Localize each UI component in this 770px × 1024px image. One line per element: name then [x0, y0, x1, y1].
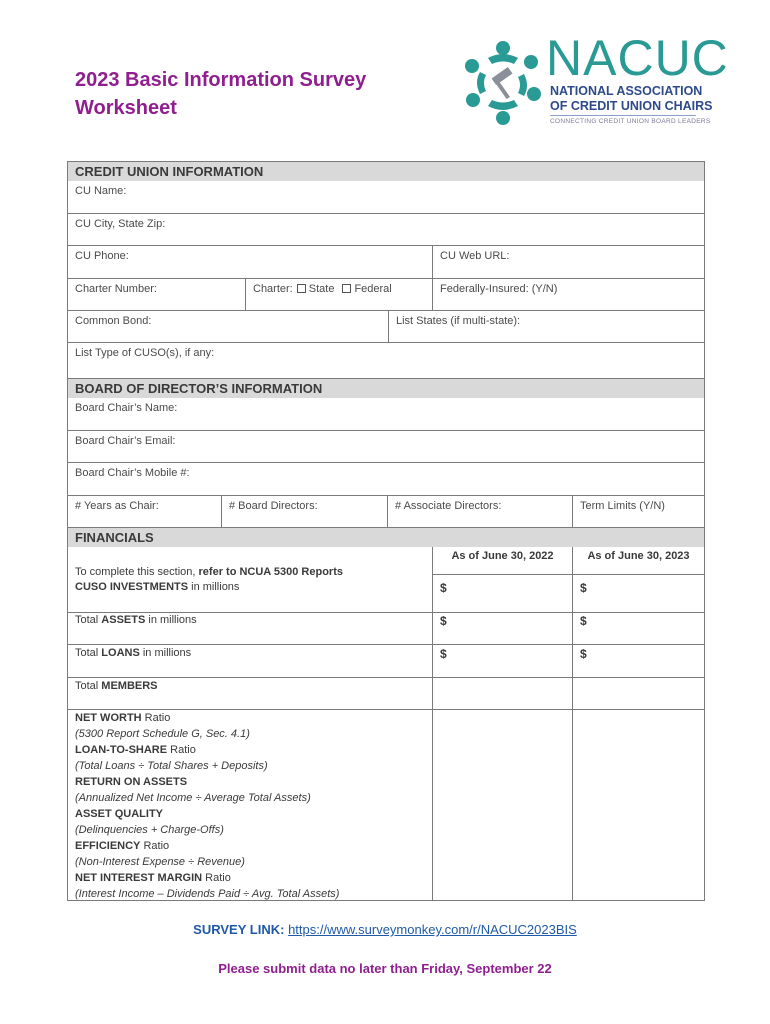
members-bold: MEMBERS [101, 680, 158, 692]
assets-pre: Total [75, 614, 102, 626]
loans-pre: Total [75, 647, 102, 659]
cu-name-field[interactable]: CU Name: [75, 185, 127, 197]
ratio-name: NET INTEREST MARGIN [75, 872, 203, 884]
ratios-list [68, 710, 432, 901]
ratio-note: (Annualized Net Income ÷ Average Total Assets) [75, 792, 311, 804]
logo-line-2: OF CREDIT UNION CHAIRS [550, 99, 713, 113]
ratios-2022-input[interactable] [433, 710, 572, 901]
state-checkbox-label: State [308, 283, 335, 295]
submission-deadline: Please submit data no later than Friday, September 22 [218, 961, 552, 976]
ratio-name: NET WORTH [75, 712, 142, 724]
board-directors-field[interactable]: # Board Directors: [229, 500, 318, 512]
ratio-return-on-assets [75, 774, 187, 790]
board-chair-email-field[interactable]: Board Chair’s Email: [75, 435, 176, 447]
ratio-note: (Total Loans ÷ Total Shares + Deposits) [75, 760, 268, 772]
survey-link-line [0, 922, 770, 937]
total-loans-label [75, 646, 191, 660]
assets-2022-input[interactable]: $ [440, 614, 447, 628]
ratio-efficiency [75, 838, 169, 854]
ratio-asset-quality [75, 806, 163, 822]
ratio-loan-to-share [75, 742, 196, 758]
assets-2023-input[interactable]: $ [580, 614, 587, 628]
cu-phone-field[interactable]: CU Phone: [75, 250, 129, 262]
loans-bold: LOANS [101, 647, 140, 659]
ratio-note: (Interest Income – Dividends Paid ÷ Avg. Total Assets) [75, 888, 340, 900]
ratio-note: (5300 Report Schedule G, Sec. 4.1) [75, 728, 250, 740]
logo-line-1: NATIONAL ASSOCIATION [550, 84, 703, 98]
total-assets-label [75, 613, 197, 627]
board-chair-mobile-field[interactable]: Board Chair’s Mobile #: [75, 467, 190, 479]
cuso-2022-input[interactable]: $ [440, 581, 447, 595]
ratio-name: LOAN-TO-SHARE [75, 744, 168, 756]
survey-form [67, 161, 705, 901]
survey-link-label: SURVEY LINK: [193, 922, 285, 937]
total-members-label [75, 679, 158, 693]
charter-number-field[interactable]: Charter Number: [75, 283, 157, 295]
logo-tagline: CONNECTING CREDIT UNION BOARD LEADERS [550, 118, 711, 125]
cuso-rest: in millions [188, 581, 240, 593]
list-states-field[interactable]: List States (if multi-state): [396, 315, 521, 327]
ratio-suffix: Ratio [202, 872, 231, 884]
column-header-2022: As of June 30, 2022 [451, 550, 554, 562]
federal-checkbox-label: Federal [354, 283, 392, 295]
state-checkbox[interactable] [297, 284, 306, 293]
cu-city-field[interactable]: CU City, State Zip: [75, 218, 166, 230]
people-circle-icon [458, 38, 548, 128]
ratio-note: (Delinquencies + Charge-Offs) [75, 824, 224, 836]
loans-2022-input[interactable]: $ [440, 647, 447, 661]
ratio-suffix: Ratio [140, 840, 170, 852]
federally-insured-field[interactable]: Federally-Insured: (Y/N) [440, 283, 558, 295]
assets-bold: ASSETS [101, 614, 146, 626]
ratio-suffix: Ratio [141, 712, 171, 724]
loans-rest: in millions [139, 647, 192, 659]
financials-instruction [75, 565, 345, 579]
cu-web-url-field[interactable]: CU Web URL: [440, 250, 510, 262]
ratio-name: EFFICIENCY [75, 840, 141, 852]
section-heading-financials: FINANCIALS [68, 528, 704, 547]
charter-label: Charter: [253, 283, 293, 295]
ratio-name: RETURN ON ASSETS [75, 776, 188, 788]
cuso-investments-label [75, 580, 239, 594]
term-limits-field[interactable]: Term Limits (Y/N) [580, 500, 665, 512]
associate-directors-field[interactable]: # Associate Directors: [395, 500, 502, 512]
page-title [75, 66, 366, 122]
cuso-2023-input[interactable]: $ [580, 581, 587, 595]
section-heading-cu-info: CREDIT UNION INFORMATION [68, 162, 704, 181]
assets-rest: in millions [145, 614, 197, 626]
ratio-name: ASSET QUALITY [75, 808, 164, 820]
board-chair-name-field[interactable]: Board Chair’s Name: [75, 402, 178, 414]
survey-link[interactable]: https://www.surveymonkey.com/r/NACUC2023BIS [288, 922, 577, 937]
years-as-chair-field[interactable]: # Years as Chair: [75, 500, 159, 512]
title-line-2: Worksheet [75, 97, 177, 119]
common-bond-field[interactable]: Common Bond: [75, 315, 152, 327]
ratio-note: (Non-Interest Expense ÷ Revenue) [75, 856, 245, 868]
section-heading-board-info: BOARD OF DIRECTOR’S INFORMATION [68, 379, 704, 398]
column-header-2023: As of June 30, 2023 [587, 550, 690, 562]
ratios-2023-input[interactable] [573, 710, 704, 901]
federal-checkbox[interactable] [342, 284, 351, 293]
members-2022-input[interactable] [433, 678, 572, 709]
logo-divider [550, 115, 696, 116]
members-2023-input[interactable] [573, 678, 704, 709]
ratio-suffix: Ratio [167, 744, 196, 756]
ratio-net-worth [75, 710, 170, 726]
charter-type-field [246, 279, 432, 310]
members-pre: Total [75, 680, 102, 692]
divider [432, 574, 704, 575]
cuso-bold: CUSO INVESTMENTS [75, 581, 189, 593]
instruction-bold-text: refer to NCUA 5300 Reports [198, 566, 343, 578]
instruction-text: To complete this section, [75, 566, 199, 578]
cuso-types-field[interactable]: List Type of CUSO(s), if any: [75, 347, 215, 359]
logo-wordmark: NACUC [546, 30, 729, 86]
divider [68, 644, 704, 645]
loans-2023-input[interactable]: $ [580, 647, 587, 661]
ratio-net-interest-margin [75, 870, 231, 886]
title-line-1: 2023 Basic Information Survey [75, 69, 367, 91]
nacuc-logo [458, 30, 729, 132]
